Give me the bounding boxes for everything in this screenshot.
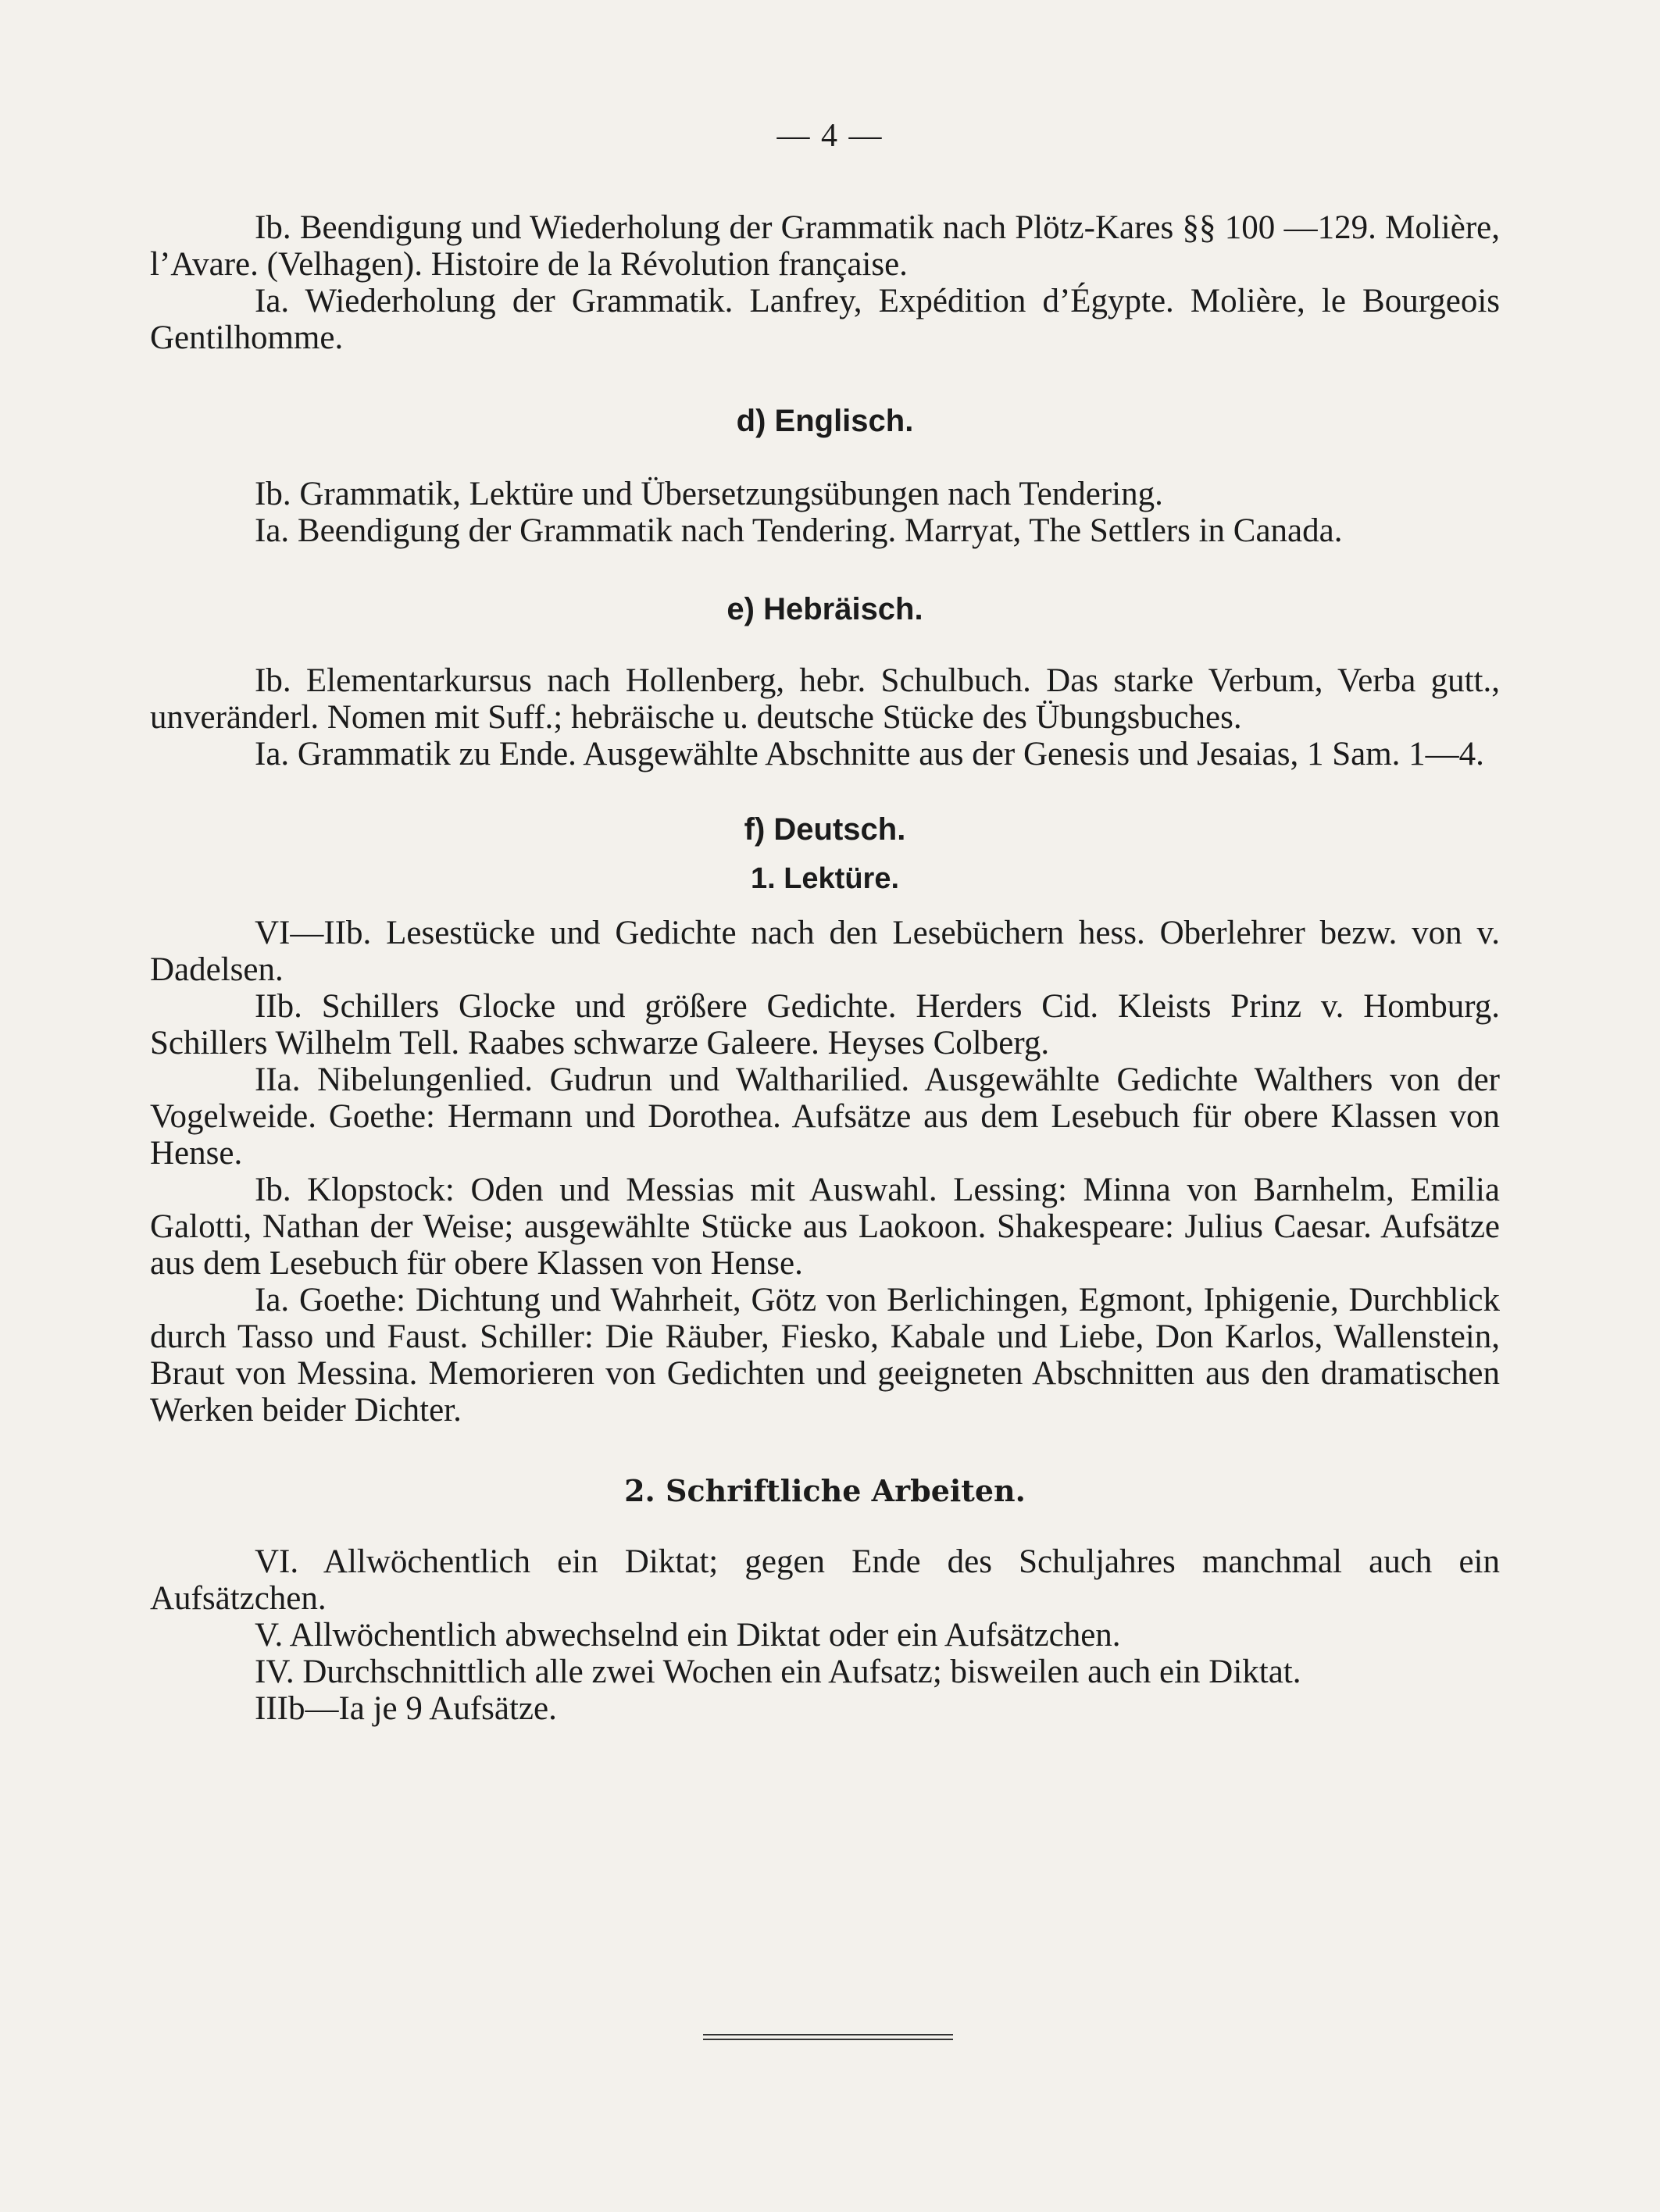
german-reading-vi-iib: VI—IIb. Lesestücke und Gedichte nach den Lesebüchern hess. Oberlehrer bezw. von v. Dadelsen. (150, 915, 1500, 988)
heading-hebrew: e) Hebräisch. (726, 592, 923, 626)
heading-english: d) Englisch. (736, 404, 914, 438)
subheading-written-work: 2. Schriftliche Arbeiten. (624, 1473, 1026, 1508)
written-iv: IV. Durchschnittlich alle zwei Wochen ein Aufsatz; bisweilen auch ein Diktat. (255, 1654, 1301, 1690)
english-paragraph-ib: Ib. Grammatik, Lektüre und Übersetzungsübungen nach Tendering. (255, 476, 1163, 512)
hebrew-paragraph-ia: Ia. Grammatik zu Ende. Ausgewählte Abschnitte aus der Genesis und Jesaias, 1 Sam. 1—4. (255, 736, 1484, 772)
page-number: — 4 — (776, 118, 884, 154)
french-paragraph-ib: Ib. Beendigung und Wiederholung der Grammatik nach Plötz-Kares §§ 100 —129. Molière, l’Avare. (Velhagen). Histoire de la Révolution française. (150, 209, 1500, 283)
body-text (150, 209, 1500, 1727)
heading-german: f) Deutsch. (744, 812, 906, 847)
hebrew-paragraph-ib: Ib. Elementarkursus nach Hollenberg, hebr. Schulbuch. Das starke Verbum, Verba gutt., unveränderl. Nomen mit Suff.; hebräische u. deutsche Stücke des Übungsbuches. (150, 662, 1500, 736)
subheading-reading: 1. Lektüre. (750, 862, 900, 895)
german-reading-ia: Ia. Goethe: Dichtung und Wahrheit, Götz von Berlichingen, Egmont, Iphigenie, Durchblick durch Tasso und Faust. Schiller: Die Räuber, Fiesko, Kabale und Liebe, Don Karlos, Wallenstein, Braut von Messina. Memorieren von Gedichten und geeigneten Abschnitten aus den dramatischen Werken beider Dichter. (150, 1282, 1500, 1429)
german-reading-iib: IIb. Schillers Glocke und größere Gedichte. Herders Cid. Kleists Prinz v. Homburg. Schillers Wilhelm Tell. Raabes schwarze Galeere. Heyses Colberg. (150, 988, 1500, 1061)
french-paragraph-ia: Ia. Wiederholung der Grammatik. Lanfrey, Expédition d’Égypte. Molière, le Bourgeois Gentilhomme. (150, 283, 1500, 356)
german-reading-ib: Ib. Klopstock: Oden und Messias mit Auswahl. Lessing: Minna von Barnhelm, Emilia Galotti, Nathan der Weise; ausgewählte Stücke aus Laokoon. Shakespeare: Julius Caesar. Aufsätze aus dem Lesebuch für obere Klassen von Hense. (150, 1172, 1500, 1282)
english-paragraph-ia: Ia. Beendigung der Grammatik nach Tendering. Marryat, The Settlers in Canada. (255, 512, 1343, 549)
written-vi: VI. Allwöchentlich ein Diktat; gegen Ende des Schuljahres manchmal auch ein Aufsätzchen. (150, 1543, 1500, 1617)
written-v: V. Allwöchentlich abwechselnd ein Diktat oder ein Aufsätzchen. (255, 1617, 1121, 1654)
written-iiib-ia: IIIb—Ia je 9 Aufsätze. (255, 1690, 557, 1727)
german-reading-iia: IIa. Nibelungenlied. Gudrun und Waltharilied. Ausgewählte Gedichte Walthers von der Vogelweide. Goethe: Hermann und Dorothea. Aufsätze aus dem Lesebuch für obere Klassen von Hense. (150, 1061, 1500, 1172)
closing-double-rule (703, 2034, 953, 2040)
